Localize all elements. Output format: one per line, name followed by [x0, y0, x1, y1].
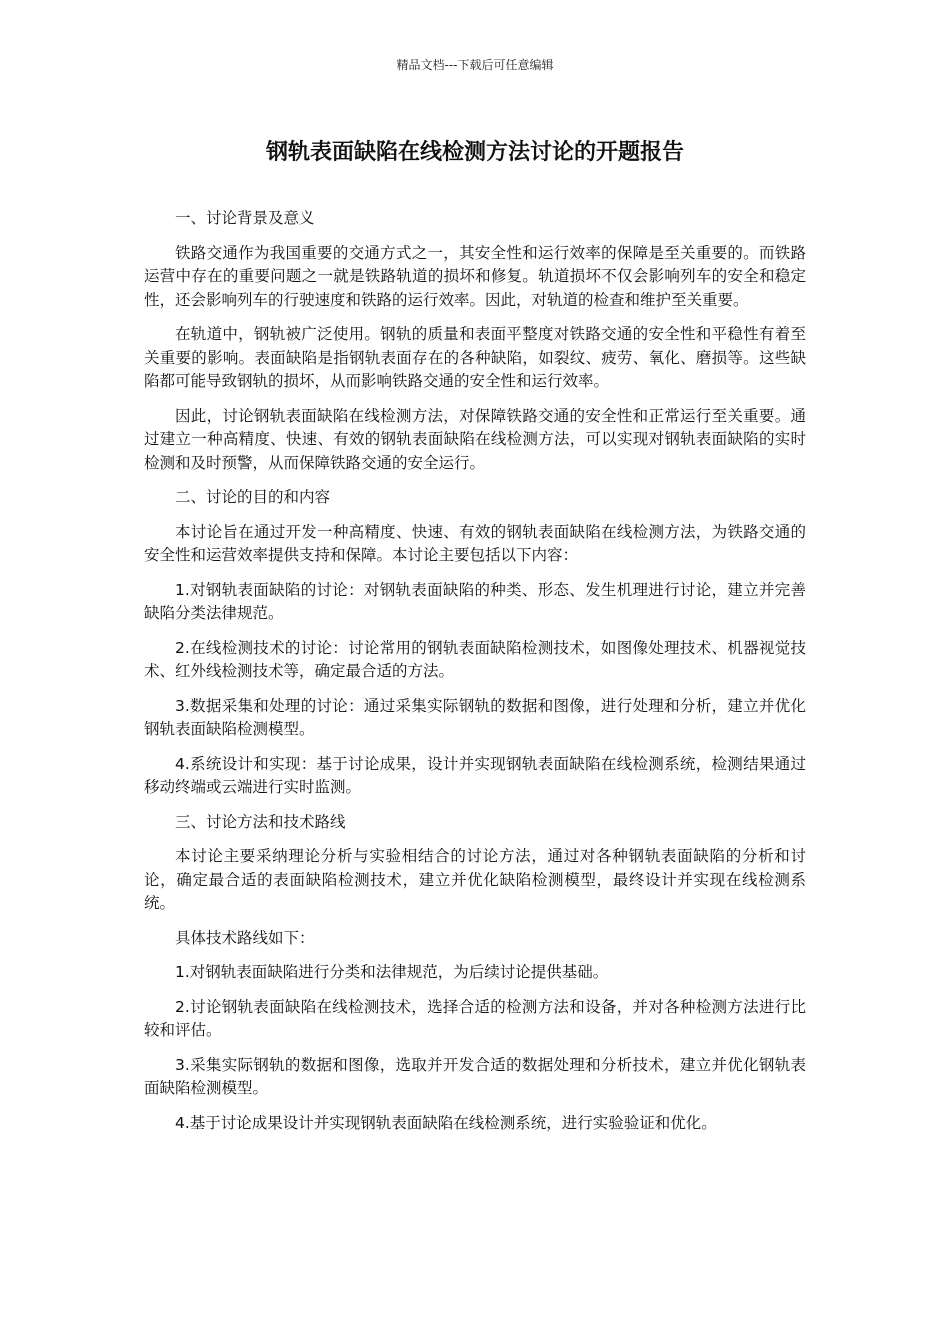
- section-heading-method: 三、讨论方法和技术路线: [175, 812, 346, 831]
- document-body: [144, 207, 806, 1146]
- paragraph: 本讨论主要采纳理论分析与实验相结合的讨论方法，通过对各种钢轨表面缺陷的分析和讨论，确定最合适的表面缺陷检测技术，建立并优化缺陷检测模型，最终设计并实现在线检测系统。: [144, 847, 806, 912]
- paragraph: 因此，讨论钢轨表面缺陷在线检测方法，对保障铁路交通的安全性和正常运行至关重要。通过建立一种高精度、快速、有效的钢轨表面缺陷在线检测方法，可以实现对钢轨表面缺陷的实时检测和及时预警，从而保障铁路交通的安全运行。: [144, 406, 806, 472]
- document-title: 钢轨表面缺陷在线检测方法讨论的开题报告: [265, 140, 684, 165]
- paragraph: 具体技术路线如下：: [175, 928, 315, 947]
- header-note: 精品文档---下载后可任意编辑: [396, 58, 554, 72]
- list-item: 2.在线检测技术的讨论：讨论常用的钢轨表面缺陷检测技术，如图像处理技术、机器视觉技术、红外线检测技术等，确定最合适的方法。: [144, 638, 806, 680]
- list-item: 1.对钢轨表面缺陷进行分类和法律规范，为后续讨论提供基础。: [175, 963, 609, 981]
- list-item: 4.系统设计和实现：基于讨论成果，设计并实现钢轨表面缺陷在线检测系统，检测结果通过移动终端或云端进行实时监测。: [144, 754, 806, 796]
- paragraph: 在轨道中，钢轨被广泛使用。钢轨的质量和表面平整度对铁路交通的安全性和平稳性有着至关重要的影响。表面缺陷是指钢轨表面存在的各种缺陷，如裂纹、疲劳、氧化、磨损等。这些缺陷都可能导致钢轨的损坏，从而影响铁路交通的安全性和运行效率。: [144, 325, 806, 390]
- section-heading-background: 一、讨论背景及意义: [175, 209, 315, 227]
- section-heading-purpose: 二、讨论的目的和内容: [175, 488, 331, 506]
- list-item: 2.讨论钢轨表面缺陷在线检测技术，选择合适的检测方法和设备，并对各种检测方法进行比较和评估。: [144, 997, 806, 1039]
- paragraph: 铁路交通作为我国重要的交通方式之一，其安全性和运行效率的保障是至关重要的。而铁路运营中存在的重要问题之一就是铁路轨道的损坏和修复。轨道损坏不仅会影响列车的安全和稳定性，还会影响列车的行驶速度和铁路的运行效率。因此，对轨道的检查和维护至关重要。: [144, 243, 806, 309]
- paragraph: 本讨论旨在通过开发一种高精度、快速、有效的钢轨表面缺陷在线检测方法，为铁路交通的安全性和运营效率提供支持和保障。本讨论主要包括以下内容：: [144, 522, 806, 564]
- list-item: 3.采集实际钢轨的数据和图像，选取并开发合适的数据处理和分析技术，建立并优化钢轨表面缺陷检测模型。: [144, 1055, 806, 1097]
- list-item: 3.数据采集和处理的讨论：通过采集实际钢轨的数据和图像，进行处理和分析，建立并优化钢轨表面缺陷检测模型。: [144, 696, 806, 738]
- list-item: 1.对钢轨表面缺陷的讨论：对钢轨表面缺陷的种类、形态、发生机理进行讨论，建立并完善缺陷分类法律规范。: [144, 580, 806, 622]
- list-item: 4.基于讨论成果设计并实现钢轨表面缺陷在线检测系统，进行实验验证和优化。: [175, 1113, 717, 1132]
